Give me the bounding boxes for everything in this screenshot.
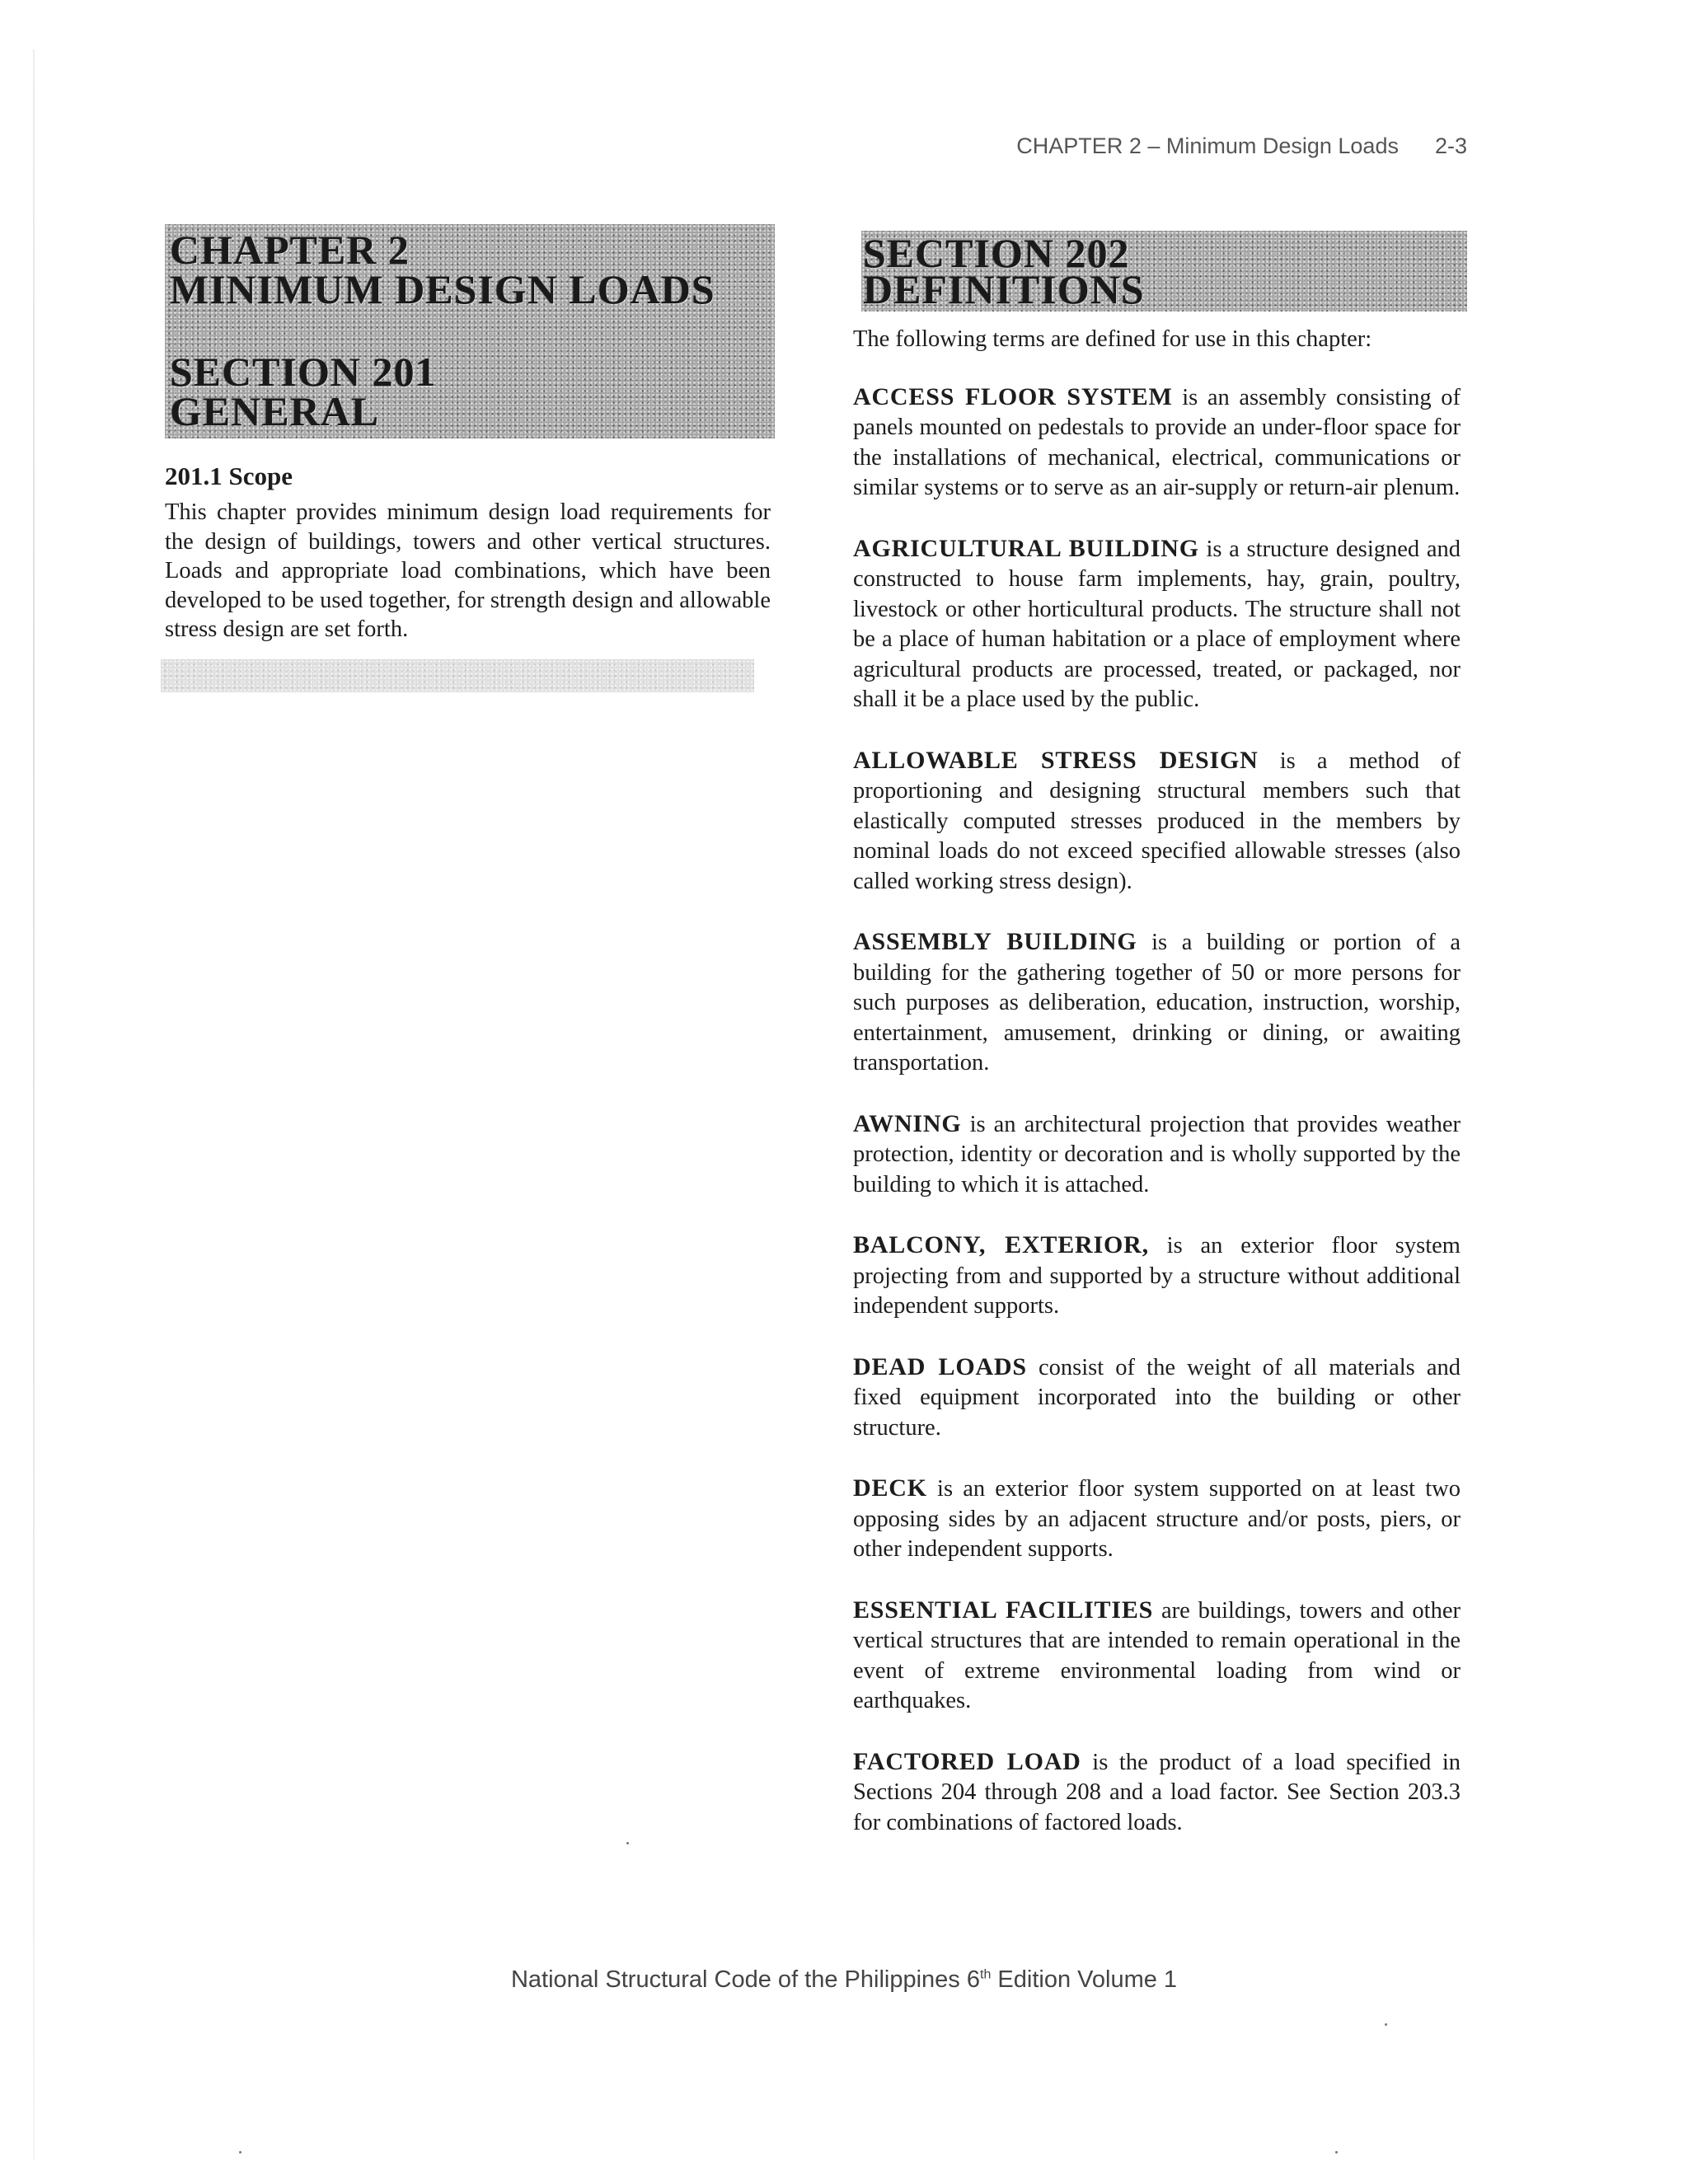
- chapter-title: CHAPTER 2 – Minimum Design Loads: [1016, 134, 1399, 158]
- section-201-number: SECTION 201: [170, 349, 437, 395]
- definition-factored-load: [853, 1747, 1461, 1839]
- definitions-intro: The following terms are defined for use in this chapter:: [853, 326, 1372, 352]
- definition-text: is an exterior floor system supported on at least two opposing sides by an adjacent structure and/or posts, piers, or other independent supports.: [853, 1476, 1461, 1562]
- definition-awning: [853, 1109, 1461, 1201]
- definition-deck: [853, 1474, 1461, 1565]
- definition-access-floor-system: [853, 382, 1461, 504]
- definition-term: ACCESS FLOOR SYSTEM: [853, 382, 1173, 410]
- scan-speck: [626, 1842, 629, 1844]
- definition-term: BALCONY, EXTERIOR,: [853, 1231, 1149, 1258]
- definition-term: AWNING: [853, 1109, 962, 1137]
- section-202-banner: [861, 231, 1467, 312]
- footer-text: National Structural Code of the Philippines 6: [510, 1966, 980, 1993]
- page-number: 2-3: [1434, 134, 1467, 158]
- scan-speck: [239, 2151, 241, 2154]
- chapter-name: MINIMUM DESIGN LOADS: [170, 266, 715, 312]
- definition-text: consist of the weight of all materials and fixed equipment incorporated into the building or other structure.: [853, 1354, 1461, 1441]
- definition-text: is a building or portion of a building for the gathering together of 50 or more persons for such purposes as deliberation, education, instruction, worship, entertainment, amusement, drinking or dining, or awaiting transportation.: [853, 930, 1461, 1076]
- running-header: [948, 134, 1467, 159]
- definition-term: ALLOWABLE STRESS DESIGN: [853, 746, 1259, 774]
- definition-term: FACTORED LOAD: [853, 1747, 1081, 1775]
- section-202-number: SECTION 202: [863, 230, 1130, 276]
- definition-allowable-stress-design: [853, 746, 1461, 898]
- scope-heading: 201.1 Scope: [165, 462, 293, 490]
- scan-noise-strip: [161, 659, 754, 692]
- definition-text: is the product of a load specified in Sections 204 through 208 and a load factor. See Section 203.3 for combinations of factored loads.: [853, 1749, 1461, 1835]
- definition-dead-loads: [853, 1352, 1461, 1444]
- section-202-name: DEFINITIONS: [863, 266, 1145, 312]
- definition-term: DECK: [853, 1474, 927, 1502]
- definition-agricultural-building: [853, 534, 1461, 715]
- footer-superscript: th: [980, 1967, 992, 1982]
- definition-term: DEAD LOADS: [853, 1352, 1027, 1380]
- scope-paragraph: This chapter provides minimum design load requirements for the design of buildings, towers and other vertical structures. Loads and appropriate load combinations, which have been developed to be used together, for strength design and allowable stress design are set forth.: [165, 499, 771, 642]
- section-201-name: GENERAL: [170, 388, 380, 434]
- definition-balcony-exterior: [853, 1230, 1461, 1322]
- definition-text: is a method of proportioning and designing structural members such that elastically computed stresses produced in the members by nominal loads do not exceed specified allowable stresses (also called working stress design).: [853, 748, 1461, 894]
- definition-assembly-building: [853, 927, 1461, 1079]
- definition-text: is an assembly consisting of panels mounted on pedestals to provide an under-floor space for the installations of mechanical, electrical, communications or similar systems or to serve as an air-supply or return-air plenum.: [853, 384, 1461, 500]
- definition-text: is an exterior floor system projecting from and supported by a structure without additional independent supports.: [853, 1233, 1461, 1319]
- definition-term: ESSENTIAL FACILITIES: [853, 1596, 1154, 1624]
- definition-essential-facilities: [853, 1596, 1461, 1717]
- chapter-number: CHAPTER 2: [170, 227, 410, 273]
- chapter-banner: [165, 224, 775, 438]
- footer-text-end: Edition Volume 1: [991, 1966, 1178, 1993]
- definition-text: are buildings, towers and other vertical structures that are intended to remain operational in the event of extreme environmental loading from wind or earthquakes.: [853, 1597, 1461, 1713]
- right-column: [853, 325, 1461, 1868]
- definition-text: is a structure designed and constructed to house farm implements, hay, grain, poultry, livestock or other horticultural products. The structure shall not be a place of human habitation or a place of employment where agricultural products are processed, treated, or packaged, nor shall it be a place used by the public.: [853, 536, 1461, 712]
- left-column: [165, 462, 771, 644]
- definition-text: is an architectural projection that provides weather protection, identity or decoration and is wholly supported by the building to which it is attached.: [853, 1111, 1461, 1197]
- scan-edge-line: [33, 49, 35, 2159]
- definition-term: AGRICULTURAL BUILDING: [853, 534, 1199, 562]
- scan-speck: [1335, 2151, 1338, 2154]
- definition-term: ASSEMBLY BUILDING: [853, 928, 1137, 955]
- scan-speck: [1385, 2023, 1387, 2026]
- page-footer: [0, 1966, 1688, 1994]
